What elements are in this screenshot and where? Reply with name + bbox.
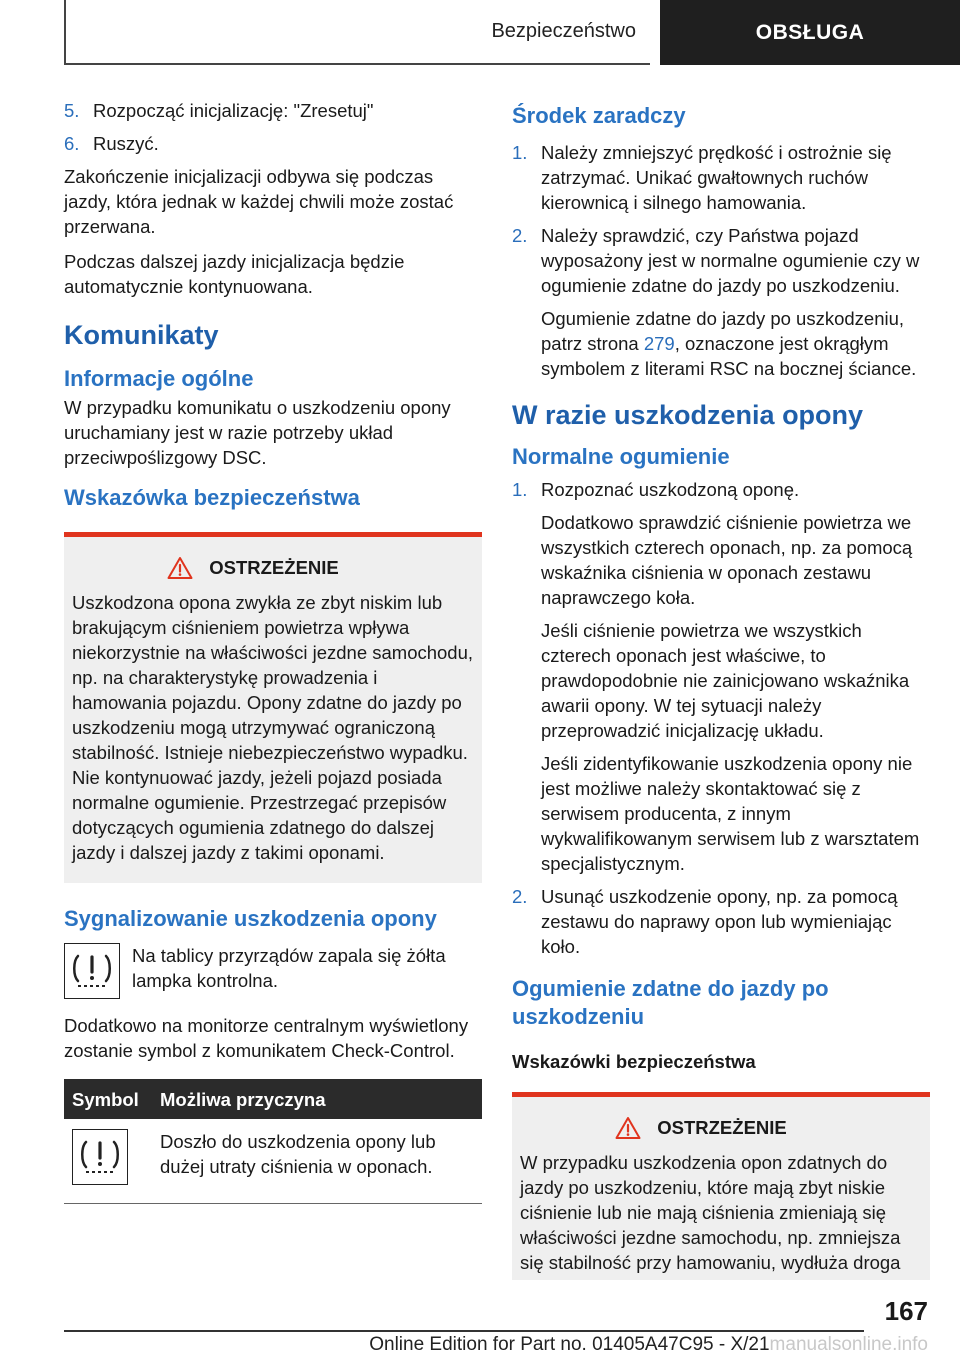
sub-text: Ogumienie zdatne do jazdy po uszkodzeniu, patrz strona xyxy=(541,308,905,354)
header-section-title: Bezpieczeństwo xyxy=(491,20,636,42)
sub-paragraph xyxy=(512,306,930,381)
indicator-text: Na tablicy przyrządów zapala się żółta lampka kontrolna. xyxy=(132,945,446,991)
page-link[interactable]: 279 xyxy=(643,333,675,354)
heading-komunikaty: Komunikaty xyxy=(64,320,219,350)
warning-triangle-icon xyxy=(167,556,193,580)
symbol-table xyxy=(64,1079,482,1204)
tire-pressure-warning-icon xyxy=(72,1129,128,1185)
heading-ogumienie-rsc: Ogumienie zdatne do jazdy po uszkodzeniu xyxy=(512,976,829,1029)
table-row xyxy=(64,1119,482,1204)
footer-rule xyxy=(64,1330,864,1332)
sub-paragraph: Jeśli zidentyfikowanie uszkodzenia opony nie jest możliwe należy skontaktować się z serwisem producenta, z innym wykwalifikowanym serwisem lub z warsztatem specjalistycznym. xyxy=(541,753,920,874)
heading-srodek: Środek zaradczy xyxy=(512,103,686,128)
footer-watermark: manualsonline.info xyxy=(769,1334,928,1355)
warning-title: OSTRZEŻENIE xyxy=(657,1117,787,1138)
warning-triangle-icon xyxy=(615,1116,641,1140)
warning-box xyxy=(64,532,482,883)
table-cell-symbol xyxy=(64,1119,152,1204)
page-number: 167 xyxy=(884,1296,928,1326)
step-text: Rozpoznać uszkodzoną oponę. xyxy=(541,479,800,500)
warning-text: W przypadku uszkodzenia opon zdatnych do jazdy po uszkodzeniu, które mają zbyt niskie ciśnienie lub nie mają ciśnienia zmieniają się właściwości jezdne samochodu, np. zmniejsza się stabilność przy hamowaniu, wydłuża droga xyxy=(520,1152,901,1273)
warning-text: Uszkodzona opona zwykła ze zbyt niskim lub brakującym ciśnieniem powietrza wpływa niekorzystnie na właściwości jezdne samochodu, np. na charakterystykę prowadzenia i hamowania pojazdu. Opony zdatne do jazdy po uszkodzeniu mogą utrzymywać ograniczoną stabilność. Istnieje niebezpieczeństwo wypadku. Nie kontynuować jazdy, jeżeli pojazd posiada normalne ogumienie. Przestrzegać przepisów dotyczących ogumienia zdatnego do dalszej jazdy i dalszej jazdy z takimi oponami. xyxy=(72,592,474,863)
sub-paragraph: Jeśli ciśnienie powietrza we wszystkich czterech oponach jest właściwe, to prawdopodobnie nie zainicjowano wskaźnika awarii opony. W tej sytuacji należy przeprowadzić inicjalizację układu. xyxy=(541,620,910,741)
footer xyxy=(64,1334,960,1356)
list-item xyxy=(512,477,930,502)
list-item xyxy=(64,131,482,156)
paragraph: W przypadku komunikatu o uszkodzeniu opony uruchamiany jest w razie potrzeby układ przeciwpoślizgowy DSC. xyxy=(64,397,451,468)
warning-header xyxy=(72,555,474,580)
step-number: 1. xyxy=(512,479,528,500)
paragraph: Dodatkowo na monitorze centralnym wyświetlony zostanie symbol z komunikatem Check-Control. xyxy=(64,1015,469,1061)
step-text: Rozpocząć inicjalizację: "Zresetuj" xyxy=(93,100,374,121)
heading-normalne: Normalne ogumienie xyxy=(512,444,730,469)
step-number: 1. xyxy=(512,142,528,163)
warning-title: OSTRZEŻENIE xyxy=(209,557,339,578)
footer-text: Online Edition for Part no. 01405A47C95 - X/21 xyxy=(369,1334,770,1355)
list-item xyxy=(512,140,930,215)
heading-informacje: Informacje ogólne xyxy=(64,366,254,391)
list-item xyxy=(512,223,930,298)
header-bottom-rule xyxy=(64,63,650,65)
step-number: 2. xyxy=(512,225,528,246)
step-number: 6. xyxy=(64,133,80,154)
indicator-row xyxy=(64,943,482,999)
paragraph: Zakończenie inicjalizacji odbywa się podczas jazdy, która jednak w każdej chwili może zostać przerwana. xyxy=(64,166,454,237)
table-header-row xyxy=(64,1079,482,1119)
header-chapter-tab: OBSŁUGA xyxy=(660,0,960,65)
left-column xyxy=(64,98,482,1204)
step-text: Ruszyć. xyxy=(93,133,159,154)
column-header-symbol: Symbol xyxy=(64,1079,152,1119)
list-item xyxy=(512,884,930,959)
step-number: 5. xyxy=(64,100,80,121)
table-cell-cause: Doszło do uszkodzenia opony lub dużej utraty ciśnienia w oponach. xyxy=(152,1119,482,1204)
step-text: Należy zmniejszyć prędkość i ostrożnie się zatrzymać. Unikać gwałtownych ruchów kierownicą i silnego hamowania. xyxy=(541,142,892,213)
warning-header xyxy=(520,1115,922,1140)
paragraph: Podczas dalszej jazdy inicjalizacja będzie automatycznie kontynuowana. xyxy=(64,251,405,297)
step-number: 2. xyxy=(512,886,528,907)
step-text: Należy sprawdzić, czy Państwa pojazd wyposażony jest w normalne ogumienie czy w ogumienie zdatne do jazdy po uszkodzeniu. xyxy=(541,225,920,296)
tire-pressure-warning-icon xyxy=(64,943,120,999)
heading-sygnalizowanie: Sygnalizowanie uszkodzenia opony xyxy=(64,906,437,931)
heading-w-razie: W razie uszkodzenia opony xyxy=(512,400,864,430)
step-text: Usunąć uszkodzenie opony, np. za pomocą zestawu do naprawy opon lub wymieniając koło. xyxy=(541,886,898,957)
heading-wskazowki: Wskazówki bezpieczeństwa xyxy=(512,1051,756,1072)
right-column xyxy=(512,98,930,1280)
sub-text: , oznaczone jest okrągłym symbolem z literami RSC na bocznej ściance. xyxy=(541,333,917,379)
list-item xyxy=(64,98,482,123)
heading-wskazowka: Wskazówka bezpieczeństwa xyxy=(64,485,360,510)
sub-paragraph: Dodatkowo sprawdzić ciśnienie powietrza we wszystkich czterech oponach, np. za pomocą wskaźnika ciśnienia w oponach zestawu naprawczego koła. xyxy=(541,512,913,608)
warning-box xyxy=(512,1092,930,1280)
column-header-cause: Możliwa przyczyna xyxy=(152,1079,482,1119)
